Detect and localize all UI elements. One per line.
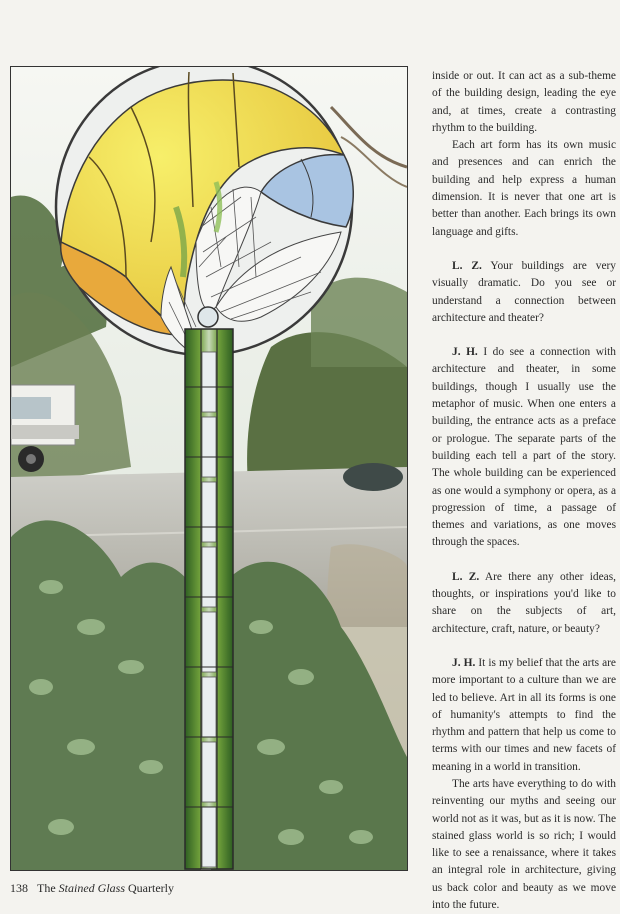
page-footer <box>10 881 174 896</box>
article-column <box>432 68 616 914</box>
paragraph-closing: The arts have everything to do with reinventing our myths and seeing our world not as it was, but as it is now. The stained glass world is so rich; I would like to see a renaissance, where it takes an integral role in architecture, giving us back color and beauty as we move into the future. <box>432 777 616 912</box>
answer-1 <box>432 344 616 552</box>
speaker-lz: L. Z. <box>452 570 480 583</box>
stained-glass-illustration <box>11 67 407 870</box>
magazine-suffix: Quarterly <box>128 881 174 895</box>
magazine-name <box>37 881 174 895</box>
question-1 <box>432 258 616 327</box>
question-2-text: Are there any other ideas, thoughts, or inspirations you'd like to share on the subjects of art, architecture, craft, nature, or beauty? <box>432 570 616 635</box>
stained-glass-photo <box>10 66 408 871</box>
magazine-italic: Stained Glass <box>58 881 125 895</box>
speaker-jh: J. H. <box>452 346 478 359</box>
answer-2-text: It is my belief that the arts are more important to a culture than we are led to believe. Art in all its forms is one of humanity's attempts to find the rhythm and pattern that help us come to terms with our times and new facets of meaning in a world in transition. <box>432 656 616 773</box>
answer-1-text: I do see a connection with architecture and theater, in some buildings, though I usually use the metaphor of music. When one enters a building, the entrance acts as a preface or prologue. The separate parts of the building each tell a part of the story. The whole building can be experienced as one would a symphony or opera, as a progression of time, a passage of themes and variations, as one moves through the spaces. <box>432 346 616 549</box>
paragraph-art-forms: Each art form has its own music and presences and can enrich the building and help express a human dimension. It is never that one art is better than another. Each brings its own language and gifts. <box>432 139 616 238</box>
question-2 <box>432 569 616 638</box>
magazine-prefix: The <box>37 881 56 895</box>
page-number: 138 <box>10 881 28 895</box>
answer-2 <box>432 655 616 776</box>
question-1-text: Your buildings are very visually dramatic. Do you see or understand a connection between architecture and theater? <box>432 259 616 324</box>
paragraph-continuation: inside or out. It can act as a sub-theme of the building design, leading the eye and, at times, create a contrasting rhythm to the building. <box>432 70 616 134</box>
speaker-lz: L. Z. <box>452 259 482 272</box>
speaker-jh: J. H. <box>452 656 476 669</box>
